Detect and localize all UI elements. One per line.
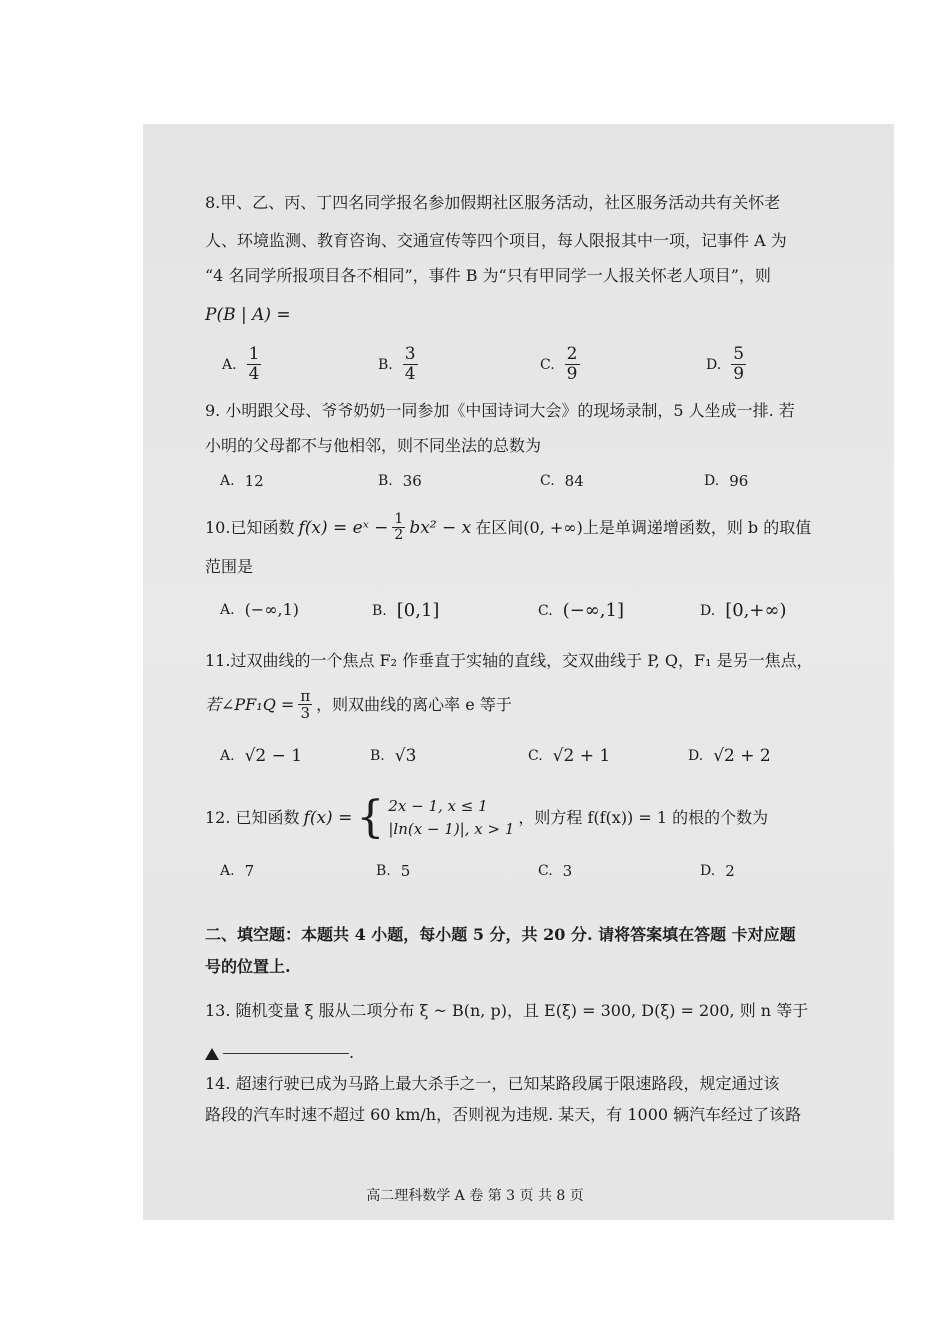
option-value: √3 — [394, 746, 417, 766]
section-2-heading-line-1: 二、填空题：本题共 4 小题，每小题 5 分，共 20 分. 请将答案填在答题 卡对应题 — [205, 925, 796, 944]
option-label: A. — [220, 601, 235, 618]
numerator: 2 — [566, 344, 578, 364]
q8-option-b — [378, 345, 418, 384]
q8-line-4: P(B | A) = — [205, 305, 291, 325]
q12-option-d — [700, 862, 735, 880]
q11-options — [0, 742, 950, 782]
option-label: B. — [372, 602, 387, 619]
page-footer: 高二理科数学 A 卷 第 3 页 共 8 页 — [366, 1188, 584, 1204]
option-value: √2 + 1 — [552, 746, 611, 766]
q11-angle: 若∠PF₁Q = — [205, 694, 295, 714]
q9-options — [0, 462, 950, 502]
option-value: 7 — [244, 862, 255, 880]
option-label: C. — [538, 863, 553, 879]
option-value: 5 — [400, 862, 411, 880]
option-label: A. — [220, 473, 235, 489]
denominator: 3 — [300, 704, 311, 722]
section-2-heading-line-2: 号的位置上. — [205, 957, 291, 976]
answer-blank-line — [223, 1053, 349, 1054]
denominator: 9 — [566, 364, 578, 384]
q11-option-d — [688, 746, 771, 766]
q8-option-a — [222, 345, 261, 384]
q10-prefix: 10.已知函数 — [205, 517, 295, 537]
q8-line-3: “4 名同学所报项目各不相同”，事件 B 为“只有甲同学一人报关怀老人项目”，则 — [205, 266, 771, 285]
q10-line-1 — [205, 512, 811, 543]
q9-option-d — [704, 472, 748, 490]
q13-line-1: 13. 随机变量 ξ 服从二项分布 ξ ~ B(n, p)，且 E(ξ) = 300, D(ξ) = 200, 则 n 等于 — [205, 1001, 809, 1020]
option-value: 84 — [564, 472, 584, 490]
option-label: D. — [706, 356, 722, 373]
q10-suffix: 在区间(0, +∞)上是单调递增函数，则 b 的取值 — [475, 517, 812, 537]
q11-line-2 — [205, 688, 512, 721]
q10-function-right: bx² − x — [409, 517, 472, 538]
option-label: A. — [220, 863, 235, 879]
q12-piece-2: |ln(x − 1)|, x > 1 — [388, 820, 515, 838]
q12-options — [0, 858, 950, 898]
fraction — [392, 512, 405, 543]
q10-option-d — [700, 600, 786, 621]
q12-piece-1: 2x − 1, x ≤ 1 — [388, 797, 488, 815]
q12-line-1 — [205, 790, 768, 846]
q12-function: f(x) = — [303, 808, 353, 828]
denominator: 2 — [394, 527, 404, 543]
q14-line-1: 14. 超速行驶已成为马路上最大杀手之一，已知某路段属于限速路段，规定通过该 — [205, 1074, 780, 1093]
q11-option-b — [370, 746, 416, 766]
option-value: [0,1] — [396, 600, 440, 621]
q11-option-a — [220, 746, 302, 766]
q10-options — [0, 594, 950, 634]
fraction — [298, 688, 312, 721]
left-brace-icon: { — [356, 792, 385, 843]
q9-line-1: 9. 小明跟父母、爷爷奶奶一同参加《中国诗词大会》的现场录制，5 人坐成一排. 若 — [205, 401, 795, 420]
option-label: C. — [528, 748, 543, 764]
q8-options — [0, 345, 950, 385]
fraction — [403, 345, 418, 384]
option-label: B. — [378, 356, 393, 373]
q12-suffix: ，则方程 f(f(x)) = 1 的根的个数为 — [518, 808, 769, 827]
fraction — [247, 345, 262, 384]
option-label: D. — [704, 473, 720, 489]
q10-option-b — [372, 600, 439, 621]
option-value: (−∞,1] — [562, 600, 624, 621]
option-label: B. — [370, 748, 385, 764]
triangle-marker-icon — [205, 1048, 219, 1060]
option-value: 36 — [402, 472, 422, 490]
q12-option-a — [220, 862, 254, 880]
option-value: 96 — [729, 472, 749, 490]
numerator: 5 — [733, 344, 745, 364]
option-label: D. — [700, 602, 716, 619]
q8-line-2: 人、环境监测、教育咨询、交通宣传等四个项目，每人限报其中一项，记事件 A 为 — [205, 231, 787, 250]
q10-line-2: 范围是 — [205, 557, 254, 576]
q11-option-c — [528, 746, 610, 766]
q10-function-left: f(x) = eˣ − — [298, 517, 389, 538]
denominator: 9 — [733, 364, 745, 384]
option-label: D. — [688, 748, 704, 764]
q8-line-1: 8.甲、乙、丙、丁四名同学报名参加假期社区服务活动，社区服务活动共有关怀老 — [205, 193, 781, 212]
option-label: A. — [222, 356, 237, 373]
option-label: D. — [700, 863, 716, 879]
q11-line-1: 11.过双曲线的一个焦点 F₂ 作垂直于实轴的直线，交双曲线于 P, Q，F₁ 是另一焦点， — [205, 651, 813, 670]
option-label: C. — [538, 602, 553, 619]
q9-option-a — [220, 472, 264, 490]
option-label: C. — [540, 473, 555, 489]
option-label: C. — [540, 356, 555, 373]
denominator: 4 — [248, 364, 260, 384]
q13-answer-blank — [205, 1042, 354, 1064]
q12-prefix: 12. 已知函数 — [205, 808, 300, 827]
q8-option-c — [540, 345, 580, 384]
q10-option-c — [538, 600, 624, 621]
numerator: 3 — [404, 344, 416, 364]
q14-line-2: 路段的汽车时速不超过 60 km/h，否则视为违规. 某天，有 1000 辆汽车经过了该路 — [205, 1105, 802, 1124]
fraction — [731, 345, 746, 384]
numerator: 1 — [394, 511, 404, 527]
option-value: 2 — [725, 862, 735, 880]
q8-option-d — [706, 345, 746, 384]
q12-option-b — [376, 862, 410, 880]
option-value: 12 — [244, 472, 264, 490]
q12-option-c — [538, 862, 572, 880]
numerator: π — [300, 687, 311, 705]
q12-piecewise — [388, 795, 514, 841]
q11-suffix: ，则双曲线的离心率 e 等于 — [316, 694, 512, 714]
option-value: √2 + 2 — [713, 746, 771, 766]
denominator: 4 — [404, 364, 416, 384]
fraction — [565, 345, 580, 384]
option-label: B. — [378, 473, 393, 489]
option-value: √2 − 1 — [244, 746, 303, 766]
q9-option-b — [378, 472, 422, 490]
numerator: 1 — [248, 344, 260, 364]
q9-option-c — [540, 472, 584, 490]
q9-line-2: 小明的父母都不与他相邻，则不同坐法的总数为 — [205, 436, 542, 455]
q10-option-a — [220, 600, 299, 619]
q13-period: . — [349, 1043, 355, 1062]
option-label: B. — [376, 863, 391, 879]
option-value: [0,+∞) — [725, 600, 787, 621]
option-label: A. — [220, 748, 235, 764]
option-value: (−∞,1) — [244, 600, 300, 619]
option-value: 3 — [562, 862, 573, 880]
